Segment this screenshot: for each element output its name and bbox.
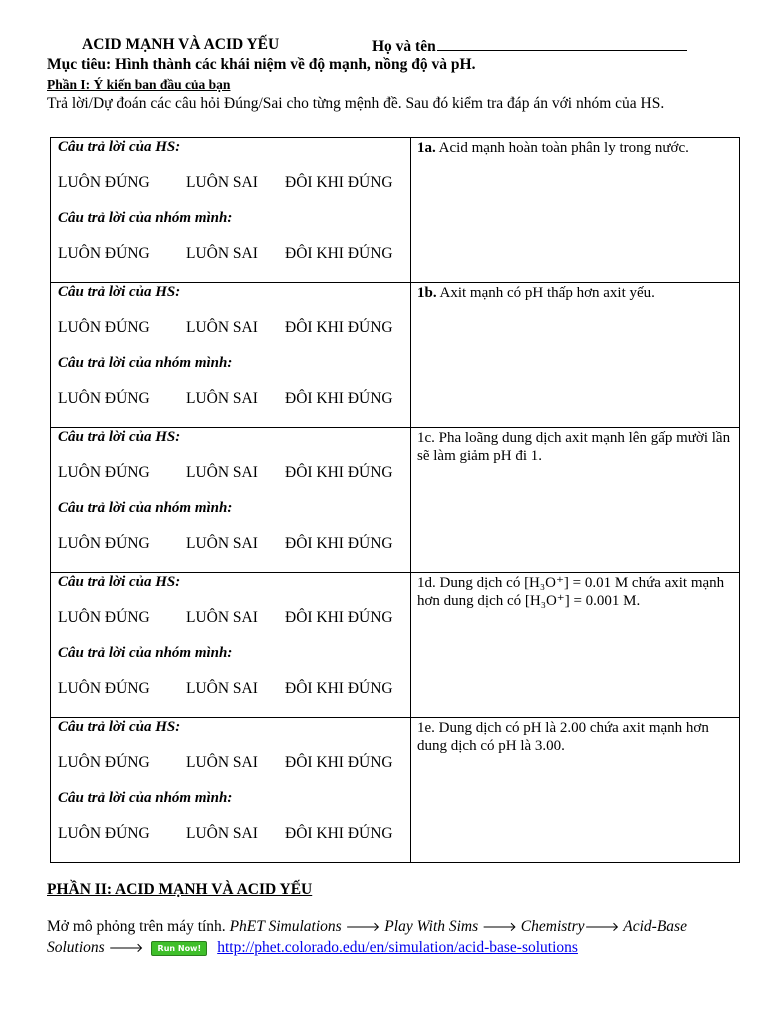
statement-body: Acid mạnh hoàn toàn phân ly trong nước.: [435, 140, 689, 156]
option-always-true[interactable]: LUÔN ĐÚNG: [58, 390, 150, 407]
statement-body: 1d. Dung dịch có [H₃O⁺] = 0.01 M chứa axit mạnh hơn dung dịch có [H₃O⁺] = 0.001 M.: [417, 575, 725, 609]
student-answer-label: Câu trả lời của HS:: [58, 719, 181, 735]
arrow-icon: 🡒: [482, 920, 517, 935]
option-always-true[interactable]: LUÔN ĐÚNG: [58, 609, 150, 626]
answer-cell: [51, 283, 411, 428]
part1-heading: Phần I: Ý kiến ban đầu của bạn: [47, 77, 231, 92]
statement-cell: [411, 573, 740, 718]
arrow-icon: 🡒: [345, 920, 381, 935]
path-step-4-end: Solutions: [47, 939, 105, 956]
path-step-1: PhET Simulations: [229, 918, 342, 935]
name-label: Họ và tên: [372, 38, 436, 55]
name-blank-line[interactable]: [437, 36, 687, 51]
statement-number: 1a.: [417, 140, 436, 156]
statement-cell: [411, 138, 740, 283]
statement-text: [417, 719, 733, 755]
question-row: [51, 283, 740, 428]
option-always-true[interactable]: LUÔN ĐÚNG: [58, 535, 150, 552]
arrow-icon: 🡒: [584, 920, 620, 935]
option-always-true[interactable]: LUÔN ĐÚNG: [58, 825, 150, 842]
statement-text: [417, 429, 733, 465]
option-sometimes-true[interactable]: ĐÔI KHI ĐÚNG: [285, 609, 393, 626]
student-answer-label: Câu trả lời của HS:: [58, 429, 181, 445]
path-step-2: Play With Sims: [384, 918, 479, 935]
answer-cell: [51, 573, 411, 718]
option-always-true[interactable]: LUÔN ĐÚNG: [58, 245, 150, 262]
questions-table: [50, 137, 740, 863]
sim-instructions-line2: [47, 939, 578, 957]
answer-cell: [51, 138, 411, 283]
option-sometimes-true[interactable]: ĐÔI KHI ĐÚNG: [285, 319, 393, 336]
name-field[interactable]: [372, 36, 687, 56]
group-answer-label: Câu trả lời của nhóm mình:: [58, 355, 233, 371]
group-answer-label: Câu trả lời của nhóm mình:: [58, 210, 233, 226]
statement-cell: [411, 718, 740, 863]
statement-number: 1b.: [417, 285, 437, 301]
student-answer-label: Câu trả lời của HS:: [58, 139, 181, 155]
option-sometimes-true[interactable]: ĐÔI KHI ĐÚNG: [285, 464, 393, 481]
option-always-true[interactable]: LUÔN ĐÚNG: [58, 174, 150, 191]
path-step-4: Acid-Base: [623, 918, 687, 935]
option-always-false[interactable]: LUÔN SAI: [186, 609, 258, 626]
student-answer-label: Câu trả lời của HS:: [58, 574, 181, 590]
option-always-true[interactable]: LUÔN ĐÚNG: [58, 680, 150, 697]
question-row: [51, 573, 740, 718]
option-sometimes-true[interactable]: ĐÔI KHI ĐÚNG: [285, 174, 393, 191]
answer-cell: [51, 428, 411, 573]
worksheet-title: ACID MẠNH VÀ ACID YẾU: [82, 36, 280, 53]
option-sometimes-true[interactable]: ĐÔI KHI ĐÚNG: [285, 825, 393, 842]
part1-instructions: Trả lời/Dự đoán các câu hỏi Đúng/Sai cho từng mệnh đề. Sau đó kiểm tra đáp án với nhóm của HS.: [47, 95, 665, 112]
group-answer-label: Câu trả lời của nhóm mình:: [58, 790, 233, 806]
statement-body: Axit mạnh có pH thấp hơn axit yếu.: [436, 285, 655, 301]
statement-text: [417, 284, 733, 302]
sim-intro: Mở mô phỏng trên máy tính.: [47, 918, 230, 935]
part2-heading: PHẦN II: ACID MẠNH VÀ ACID YẾU: [47, 881, 313, 898]
student-answer-label: Câu trả lời của HS:: [58, 284, 181, 300]
path-step-3: Chemistry: [520, 918, 585, 935]
option-always-false[interactable]: LUÔN SAI: [186, 825, 258, 842]
statement-body: 1e. Dung dịch có pH là 2.00 chứa axit mạnh hơn dung dịch có pH là 3.00.: [417, 720, 709, 754]
option-sometimes-true[interactable]: ĐÔI KHI ĐÚNG: [285, 754, 393, 771]
option-sometimes-true[interactable]: ĐÔI KHI ĐÚNG: [285, 245, 393, 262]
option-always-false[interactable]: LUÔN SAI: [186, 390, 258, 407]
option-sometimes-true[interactable]: ĐÔI KHI ĐÚNG: [285, 535, 393, 552]
run-now-button[interactable]: Run Now!: [151, 941, 207, 956]
option-always-true[interactable]: LUÔN ĐÚNG: [58, 464, 150, 481]
statement-text: [417, 139, 733, 157]
option-sometimes-true[interactable]: ĐÔI KHI ĐÚNG: [285, 680, 393, 697]
group-answer-label: Câu trả lời của nhóm mình:: [58, 645, 233, 661]
option-always-false[interactable]: LUÔN SAI: [186, 319, 258, 336]
option-always-true[interactable]: LUÔN ĐÚNG: [58, 319, 150, 336]
answer-cell: [51, 718, 411, 863]
statement-cell: [411, 283, 740, 428]
option-always-false[interactable]: LUÔN SAI: [186, 680, 258, 697]
sim-instructions-line1: [47, 918, 687, 936]
option-always-false[interactable]: LUÔN SAI: [186, 754, 258, 771]
statement-cell: [411, 428, 740, 573]
statement-body: 1c. Pha loãng dung dịch axit mạnh lên gấp mười lần sẽ làm giảm pH đi 1.: [417, 430, 731, 464]
option-always-false[interactable]: LUÔN SAI: [186, 245, 258, 262]
objective-text: Mục tiêu: Hình thành các khái niệm về độ mạnh, nồng độ và pH.: [47, 56, 476, 73]
option-always-false[interactable]: LUÔN SAI: [186, 535, 258, 552]
option-always-false[interactable]: LUÔN SAI: [186, 174, 258, 191]
statement-text: [417, 574, 733, 610]
question-row: [51, 428, 740, 573]
option-always-true[interactable]: LUÔN ĐÚNG: [58, 754, 150, 771]
question-row: [51, 718, 740, 863]
simulation-link[interactable]: http://phet.colorado.edu/en/simulation/acid-base-solutions: [217, 939, 578, 956]
group-answer-label: Câu trả lời của nhóm mình:: [58, 500, 233, 516]
option-sometimes-true[interactable]: ĐÔI KHI ĐÚNG: [285, 390, 393, 407]
question-row: [51, 138, 740, 283]
option-always-false[interactable]: LUÔN SAI: [186, 464, 258, 481]
arrow-icon: 🡒: [108, 941, 144, 956]
